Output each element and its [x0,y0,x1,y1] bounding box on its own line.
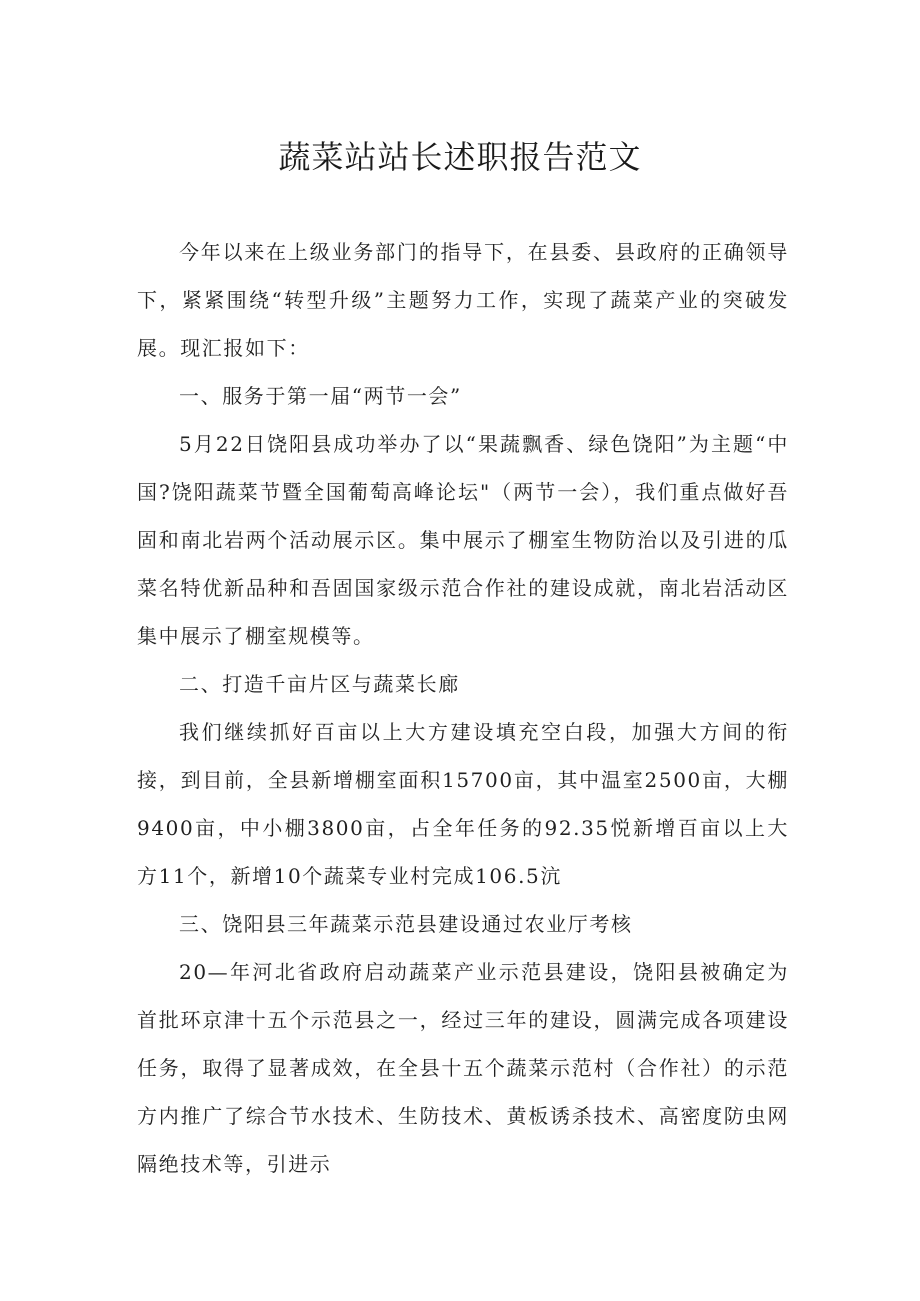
section-1-paragraph: 5月22日饶阳县成功举办了以“果蔬飘香、绿色饶阳”为主题“中国?饶阳蔬菜节暨全国葡萄高峰论坛"（两节一会），我们重点做好吾固和南北岩两个活动展示区。集中展示了棚室生物防治以及引进的瓜菜名特优新品种和吾固国家级示范合作社的建设成就，南北岩活动区集中展示了棚室规模等。 [137,432,789,648]
section-heading-3: 三、饶阳县三年蔬菜示范县建设通过农业厅考核 [179,912,633,936]
section-2-paragraph: 我们继续抓好百亩以上大方建设填充空白段，加强大方间的衔接，到目前，全县新增棚室面积15700亩，其中温室2500亩，大棚9400亩，中小棚3800亩，占全年任务的92.35悦新增百亩以上大方11个，新增10个蔬菜专业村完成106.5沆 [137,720,789,888]
section-heading-1: 一、服务于第一届“两节一会” [179,384,462,408]
intro-paragraph: 今年以来在上级业务部门的指导下，在县委、县政府的正确领导下，紧紧围绕“转型升级”主题努力工作，实现了蔬菜产业的突破发展。现汇报如下： [137,240,789,360]
section-3-paragraph: 20—年河北省政府启动蔬菜产业示范县建设，饶阳县被确定为首批环京津十五个示范县之一，经过三年的建设，圆满完成各项建设任务，取得了显著成效，在全县十五个蔬菜示范村（合作社）的示范方内推广了综合节水技术、生防技术、黄板诱杀技术、高密度防虫网隔绝技术等，引进示 [137,960,789,1176]
document-title: 蔬菜站站长述职报告范文 [278,138,642,176]
document-body [137,228,789,1188]
section-heading-2: 二、打造千亩片区与蔬菜长廊 [179,672,460,696]
